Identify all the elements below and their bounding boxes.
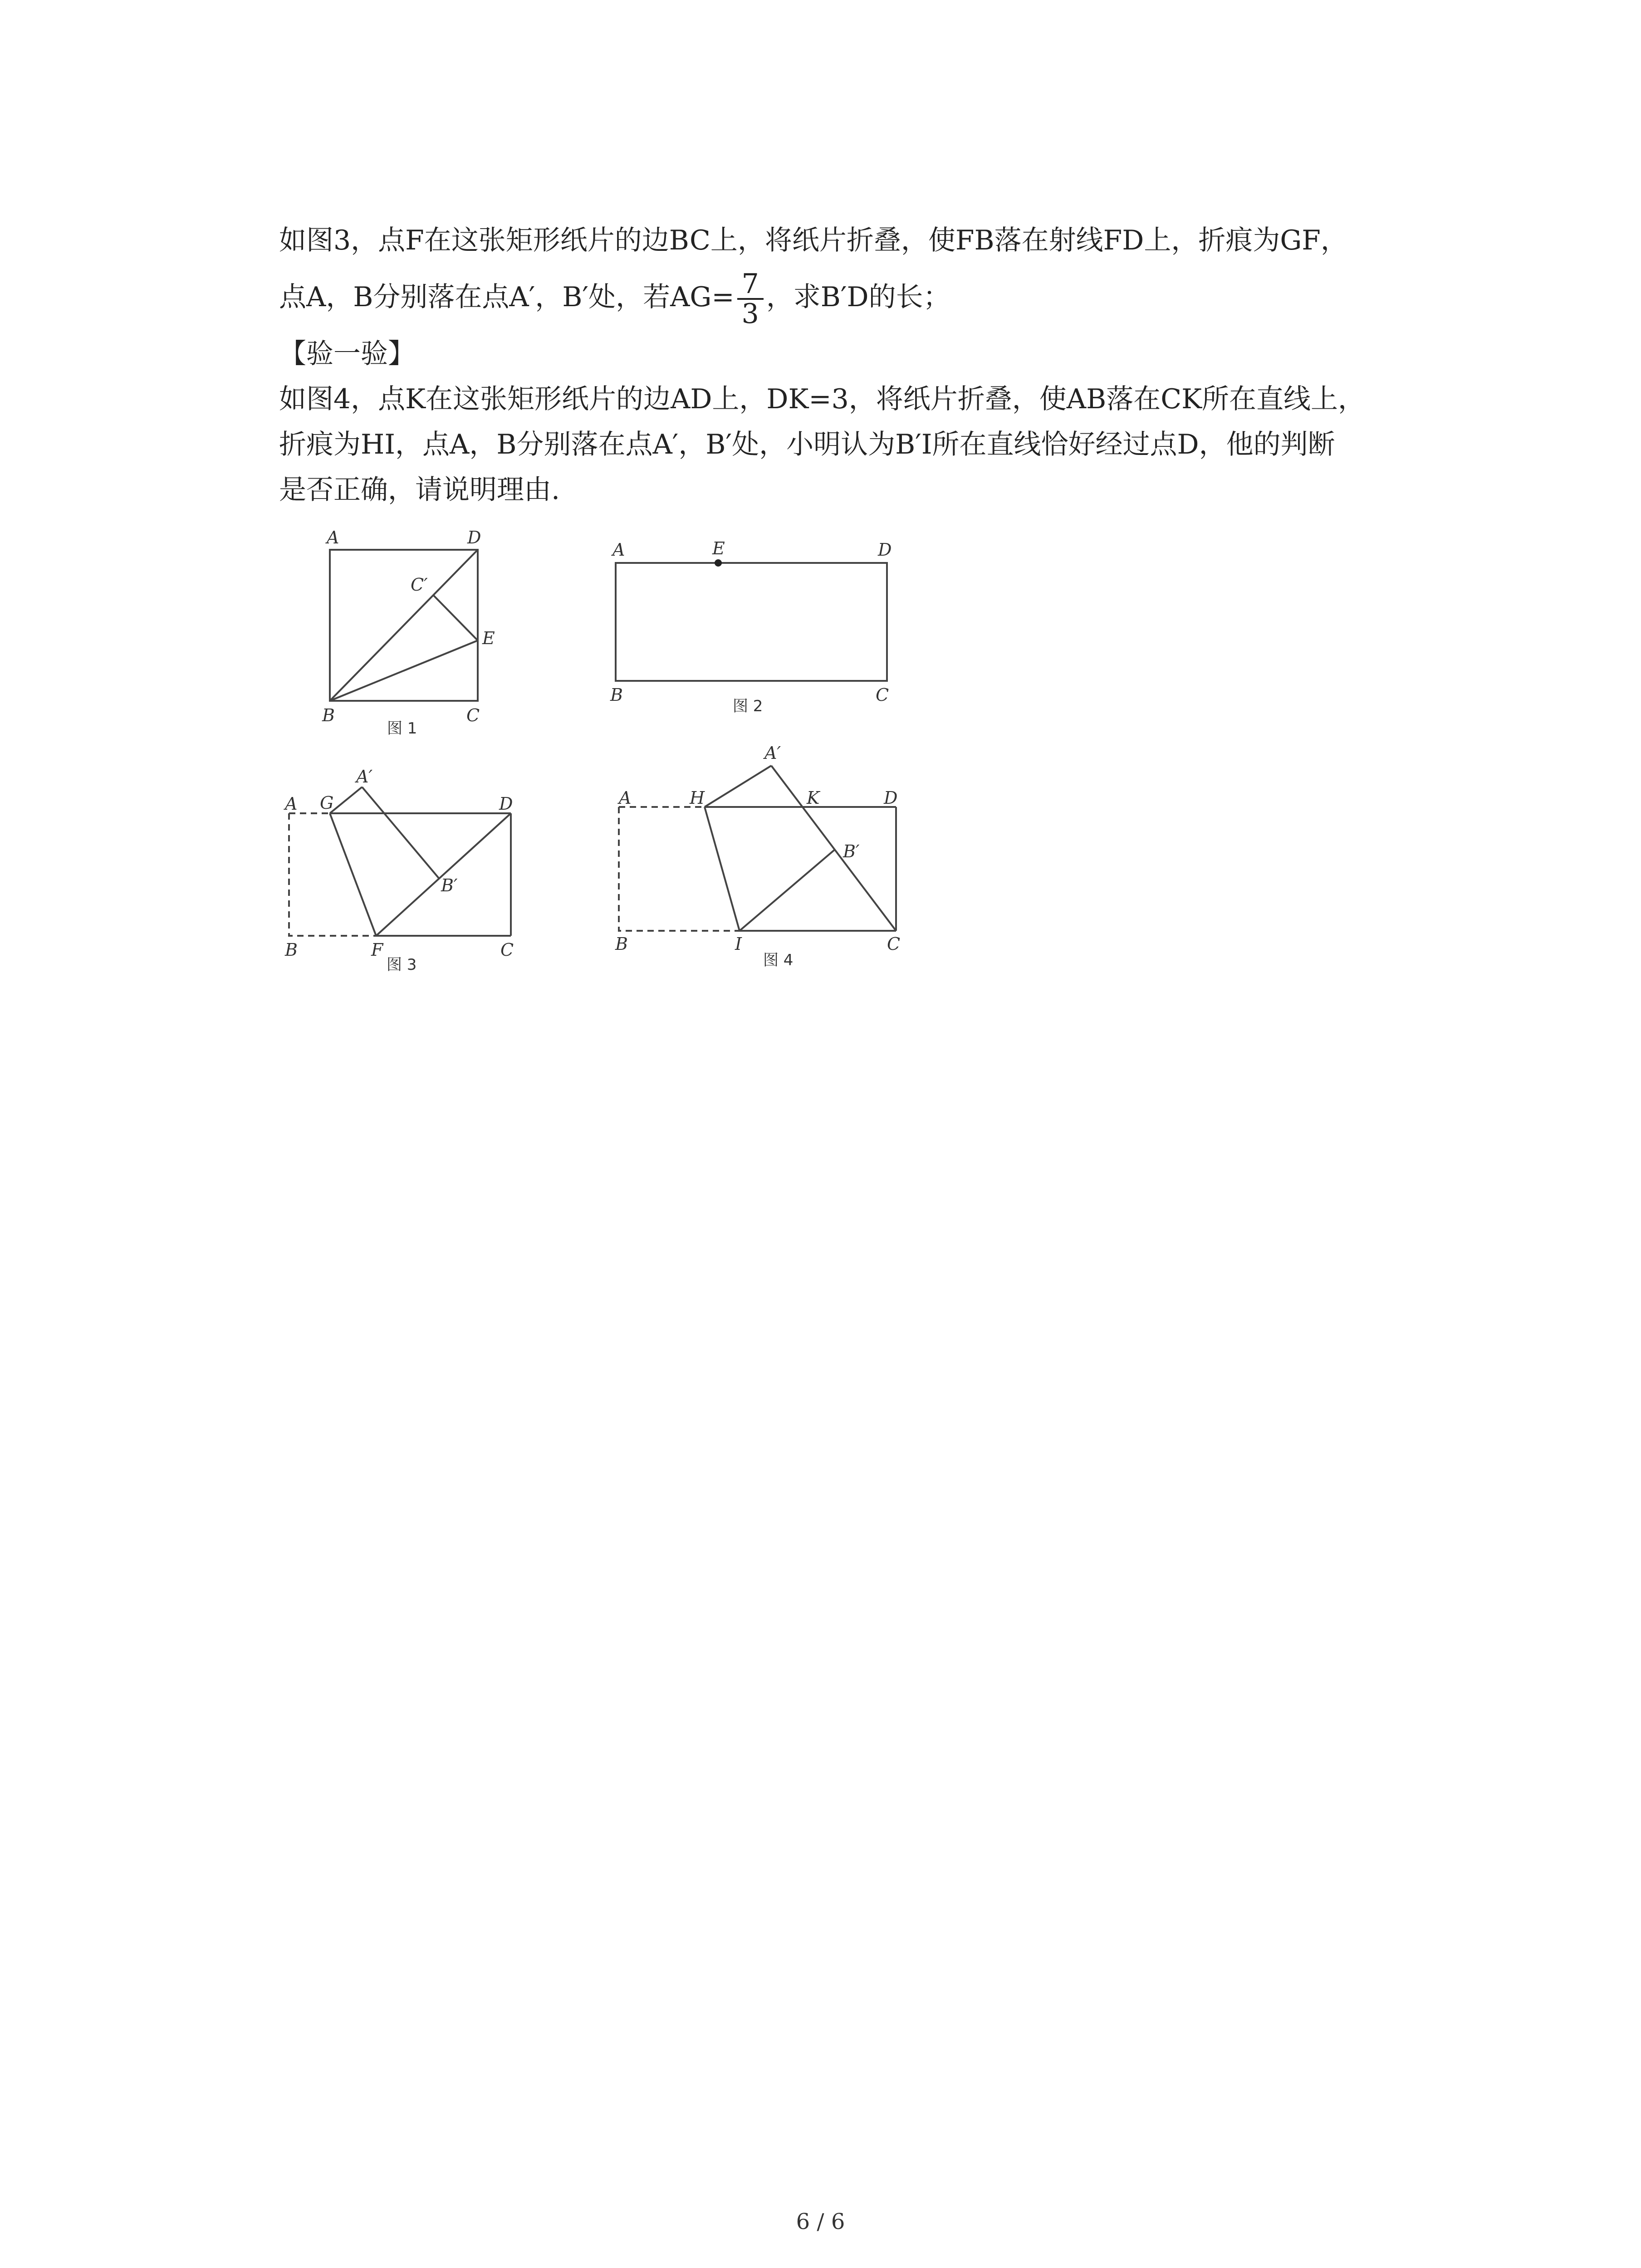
fig4-label-b-prime: B′ bbox=[843, 841, 860, 861]
fig2-label-b: B bbox=[610, 685, 623, 705]
fig4-line-i-b-prime bbox=[740, 850, 835, 931]
fig4-label-i: I bbox=[735, 934, 742, 954]
fraction-denominator: 3 bbox=[741, 298, 759, 330]
fig4-label-b: B bbox=[615, 934, 628, 954]
fig4-label-a-prime: A′ bbox=[764, 743, 781, 763]
fig3-label-a-prime: A′ bbox=[356, 767, 373, 787]
fig2-rectangle bbox=[616, 563, 887, 681]
fig4-label-a: A bbox=[619, 788, 632, 808]
fig3-label-b: B bbox=[285, 940, 298, 960]
fig4-label-h: H bbox=[690, 788, 705, 808]
problem4-line3: 是否正确，请说明理由. bbox=[279, 474, 560, 506]
fig3-label-a: A bbox=[285, 794, 298, 814]
fig3-label-b-prime: B′ bbox=[441, 875, 458, 895]
fig1-line-be bbox=[330, 640, 478, 701]
fig1-label-a: A bbox=[327, 528, 339, 547]
fig2-caption: 图 2 bbox=[733, 697, 763, 715]
problem4-line2: 折痕为HI，点A，B分别落在点A′，B′处，小明认为B′I所在直线恰好经过点D，他的判断 bbox=[279, 429, 1335, 460]
fig3-label-d: D bbox=[499, 794, 513, 814]
fig2-label-d: D bbox=[878, 540, 892, 560]
fig1-label-c-prime: C′ bbox=[411, 575, 428, 595]
fig1-line-c-prime-e bbox=[433, 595, 478, 640]
fig1-caption: 图 1 bbox=[387, 719, 417, 738]
fig4-label-k: K bbox=[807, 788, 820, 808]
fig1-diagonal-bd bbox=[330, 550, 478, 701]
fig4-crease-hi bbox=[705, 807, 740, 931]
fig3-label-c: C bbox=[500, 940, 514, 960]
fig3-dashed-original bbox=[289, 813, 376, 936]
page-number: 6 / 6 bbox=[796, 2209, 845, 2234]
fraction-numerator: 7 bbox=[737, 270, 764, 300]
fig1-label-e: E bbox=[482, 628, 495, 648]
fig1-label-d: D bbox=[467, 528, 481, 547]
section-title: 【验一验】 bbox=[279, 338, 415, 370]
problem3-line2-before: 点A，B分别落在点A′，B′处，若AG= bbox=[279, 281, 735, 313]
problem4-line1: 如图4，点K在这张矩形纸片的边AD上，DK=3，将纸片折叠，使AB落在CK所在直线上， bbox=[279, 383, 1365, 415]
fig3-caption: 图 3 bbox=[387, 956, 417, 974]
fig3-label-g: G bbox=[320, 793, 334, 813]
fig4-caption: 图 4 bbox=[763, 951, 794, 969]
fig3-line-fd bbox=[376, 813, 511, 936]
fig1-label-b: B bbox=[322, 705, 335, 725]
figure-1 bbox=[330, 550, 478, 701]
fig1-label-c: C bbox=[466, 705, 480, 725]
fig4-label-c: C bbox=[887, 934, 901, 954]
fig2-point-e bbox=[715, 559, 722, 567]
figure-2 bbox=[616, 563, 887, 681]
fig3-line-a-prime-b-prime bbox=[362, 787, 439, 879]
problem3-line1: 如图3，点F在这张矩形纸片的边BC上，将纸片折叠，使FB落在射线FD上，折痕为GF， bbox=[279, 225, 1348, 256]
figure-4-labels bbox=[615, 743, 900, 969]
figure-2-labels bbox=[610, 538, 892, 715]
fig2-label-c: C bbox=[876, 685, 889, 705]
figure-3-labels bbox=[284, 767, 514, 974]
problem3-line2-after: ，求B′D的长； bbox=[766, 281, 950, 313]
fig3-line-g-a-prime bbox=[330, 787, 362, 813]
fig4-line-a-prime-c bbox=[771, 766, 896, 931]
fig2-label-a: A bbox=[612, 540, 625, 560]
fig3-crease-gf bbox=[330, 813, 376, 936]
fig4-label-d: D bbox=[884, 788, 898, 808]
fig3-label-f: F bbox=[371, 940, 383, 960]
fig4-line-h-a-prime bbox=[705, 766, 771, 807]
fig2-label-e: E bbox=[712, 538, 725, 558]
